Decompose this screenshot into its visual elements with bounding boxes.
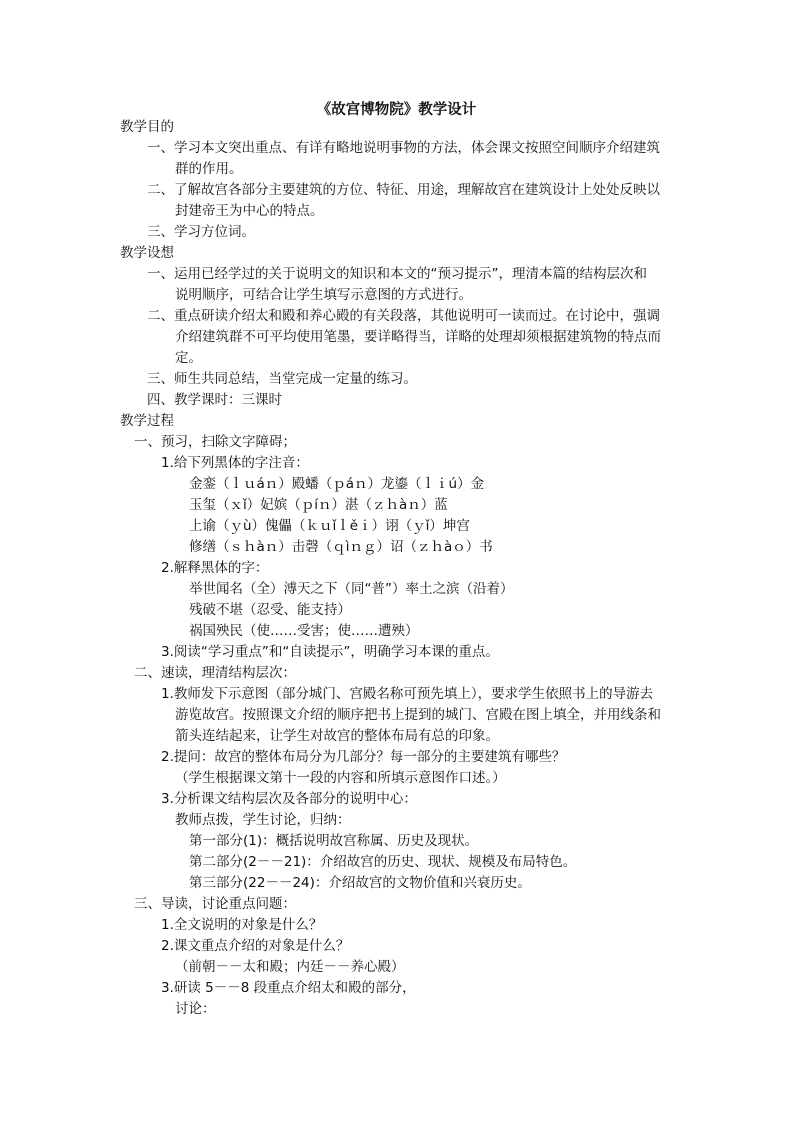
step-1-task-2: 2.解释黑体的字： [161, 560, 269, 576]
step-2-task-1: 1.教师发下示意图（部分城门、宫殿名称可预先填上），要求学生依照书上的导游去 [161, 686, 654, 702]
objective-2-cont: 封建帝王为中心的特点。 [175, 203, 324, 219]
step-2-task-3: 3.分析课文结构层次及各部分的说明中心： [161, 791, 417, 807]
step-2-task-3-intro: 教师点拨，学生讨论，归纳： [175, 812, 351, 828]
objective-2: 二、了解故宫各部分主要建筑的方位、特征、用途，理解故宫在建筑设计上处处反映以 [147, 182, 660, 198]
process-step-2: 二、速读，理清结构层次： [134, 665, 296, 681]
pinyin-line-3: 上谕（ｙù）傀儡（ｋｕǐｌěｉ）诩（ｙǐ）坤宫 [189, 518, 470, 534]
step-3-task-3: 3.研读 5－－8 段重点介绍太和殿的部分， [161, 980, 416, 996]
step-3-task-2: 2.课文重点介绍的对象是什么？ [161, 938, 350, 954]
step-3-task-2-note: （前朝－－太和殿；内廷－－养心殿） [175, 959, 405, 975]
plan-3: 三、师生共同总结，当堂完成一定量的练习。 [147, 371, 417, 387]
section-heading-plan: 教学设想 [120, 245, 174, 261]
plan-4: 四、教学课时：三课时 [147, 392, 282, 408]
section-heading-process: 教学过程 [120, 413, 174, 429]
plan-2-cont-b: 定。 [175, 350, 202, 366]
step-2-task-2: 2.提问：故宫的整体布局分为几部分？每一部分的主要建筑有哪些？ [161, 749, 566, 765]
step-2-task-1-cont-a: 游览故宫。按照课文介绍的顺序把书上提到的城门、宫殿在图上填全，并用线条和 [175, 707, 661, 723]
objective-3: 三、学习方位词。 [147, 224, 255, 240]
step-3-task-3-sub: 讨论： [175, 1001, 216, 1017]
step-2-task-2-note: （学生根据课文第十一段的内容和所填示意图作口述。） [175, 770, 506, 786]
plan-2: 二、重点研读介绍太和殿和养心殿的有关段落，其他说明可一读而过。在讨论中，强调 [147, 308, 660, 324]
structure-part-3: 第三部分(22－－24)：介绍故宫的文物价值和兴衰历史。 [189, 875, 531, 891]
structure-part-2: 第二部分(2－－21)：介绍故宫的历史、现状、规模及布局特色。 [189, 854, 577, 870]
objective-1-cont: 群的作用。 [175, 161, 243, 177]
structure-part-1: 第一部分(1)：概括说明故宫称属、历史及现状。 [189, 833, 479, 849]
pinyin-line-4: 修缮（ｓｈàｎ）击磬（ｑìｎｇ）诏（ｚｈàｏ）书 [189, 539, 493, 555]
definition-line-3: 祸国殃民（使……受害；使……遭殃） [189, 623, 419, 639]
plan-1-cont: 说明顺序，可结合让学生填写示意图的方式进行。 [175, 287, 472, 303]
step-2-task-1-cont-b: 箭头连结起来，让学生对故宫的整体布局有总的印象。 [175, 728, 499, 744]
step-1-task-1: 1.给下列黑体的字注音： [161, 455, 309, 471]
pinyin-line-2: 玉玺（ｘǐ）妃嫔（ｐíｎ）湛（ｚｈàｎ）蓝 [189, 497, 448, 513]
objective-1: 一、学习本文突出重点、有详有略地说明事物的方法，体会课文按照空间顺序介绍建筑 [147, 140, 660, 156]
section-heading-objectives: 教学目的 [120, 119, 174, 135]
document-title: 《故宫博物院》教学设计 [316, 102, 477, 118]
process-step-1: 一、预习，扫除文字障碍； [134, 434, 296, 450]
plan-1: 一、运用已经学过的关于说明文的知识和本文的“预习提示”，理清本篇的结构层次和 [147, 266, 647, 282]
plan-2-cont-a: 介绍建筑群不可平均使用笔墨，要详略得当，详略的处理却须根据建筑物的特点而 [175, 329, 661, 345]
process-step-3: 三、导读，讨论重点问题： [134, 896, 296, 912]
step-3-task-1: 1.全文说明的对象是什么？ [161, 917, 323, 933]
definition-line-2: 残破不堪（忍受、能支持） [189, 602, 351, 618]
pinyin-line-1: 金銮（ｌｕáｎ）殿蟠（ｐáｎ）龙鎏（ｌｉú）金 [189, 476, 485, 492]
step-1-task-3: 3.阅读“学习重点”和“自读提示”，明确学习本课的重点。 [161, 644, 499, 660]
definition-line-1: 举世闻名（全）溥天之下（同“普”）率土之滨（沿着） [189, 581, 514, 597]
